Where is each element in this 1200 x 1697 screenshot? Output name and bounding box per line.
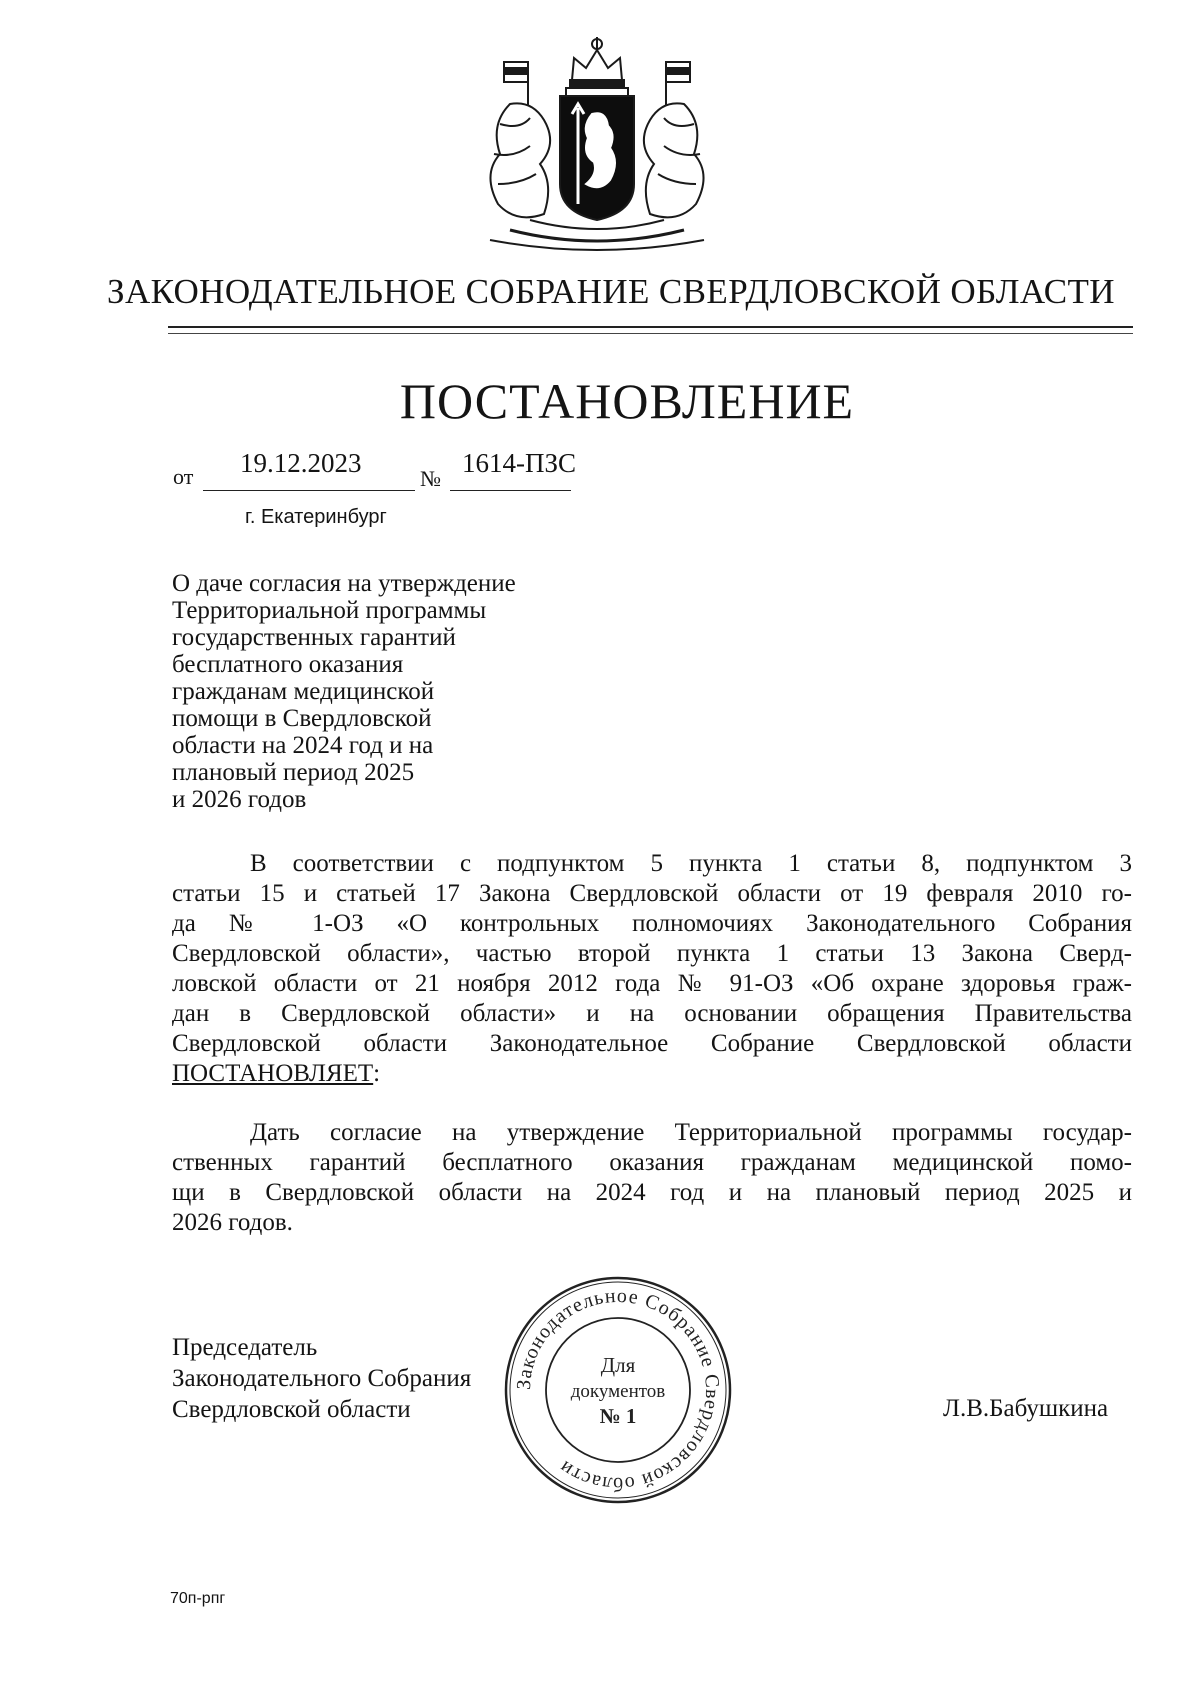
header-rule-thin	[168, 333, 1133, 334]
operative-paragraph	[172, 1118, 1132, 1238]
subject-line: области на 2024 год и на	[172, 732, 434, 759]
official-seal-icon	[503, 1275, 733, 1505]
subject-line: плановый период 2025	[172, 759, 415, 786]
document-date: 19.12.2023	[240, 448, 362, 478]
signer-position	[172, 1332, 471, 1425]
signer-position-line: Законодательного Собрания	[172, 1365, 472, 1392]
number-prefix-label: №	[420, 466, 441, 491]
document-subject	[172, 570, 516, 813]
paragraph-line: да № 1-ОЗ «О контрольных полномочиях Законодательного Собрания	[172, 910, 1132, 937]
signer-position-line: Свердловской области	[172, 1396, 411, 1423]
subject-line: и 2026 годов	[172, 786, 307, 813]
subject-line: О даче согласия на утверждение	[172, 570, 516, 597]
document-city: г. Екатеринбург	[245, 506, 387, 528]
number-underline	[450, 490, 571, 491]
signer-name: Л.В.Бабушкина	[943, 1395, 1109, 1422]
subject-line: государственных гарантий	[172, 624, 456, 651]
seal-center-line: № 1	[599, 1404, 637, 1428]
paragraph-line: 2026 годов.	[172, 1209, 293, 1236]
paragraph-line: Свердловской области», частью второй пункта 1 статьи 13 Закона Сверд-	[172, 940, 1132, 967]
seal-center-line: документов	[570, 1381, 666, 1402]
seal-center-line: Для	[600, 1353, 636, 1377]
subject-line: Территориальной программы	[172, 597, 487, 624]
paragraph-line: щи в Свердловской области на 2024 год и на плановый период 2025 и	[172, 1179, 1132, 1206]
subject-line: помощи в Свердловской	[172, 705, 432, 732]
coat-of-arms-icon	[470, 34, 724, 260]
subject-line: гражданам медицинской	[172, 678, 435, 705]
date-underline	[203, 490, 415, 491]
paragraph-line: В соответствии с подпунктом 5 пункта 1 статьи 8, подпунктом 3	[250, 850, 1132, 877]
paragraph-line: Свердловской области Законодательное Собрание Свердловской области	[172, 1030, 1132, 1057]
paragraph-line: ловской области от 21 ноября 2012 года № 91-ОЗ «Об охране здоровья граж-	[172, 970, 1132, 997]
decree-colon: :	[373, 1060, 381, 1087]
decree-word: ПОСТАНОВЛЯЕТ	[172, 1060, 374, 1087]
subject-line: бесплатного оказания	[172, 651, 404, 678]
document-type-title: ПОСТАНОВЛЕНИЕ	[399, 373, 855, 429]
signer-position-line: Председатель	[172, 1334, 318, 1361]
seal-ring-text: Законодательное Собрание Свердловской области	[512, 1284, 724, 1496]
organization-name: ЗАКОНОДАТЕЛЬНОЕ СОБРАНИЕ СВЕРДЛОВСКОЙ ОБЛАСТИ	[107, 272, 1115, 311]
paragraph-line: Дать согласие на утверждение Территориальной программы государ-	[250, 1119, 1132, 1146]
header-rule-thick	[168, 326, 1133, 328]
date-prefix-label: от	[173, 464, 194, 489]
document-number: 1614-ПЗС	[462, 448, 577, 478]
footer-code: 70п-рпг	[170, 1590, 226, 1607]
paragraph-line: ственных гарантий бесплатного оказания гражданам медицинской помо-	[172, 1149, 1132, 1176]
preamble-paragraph	[172, 849, 1132, 1089]
paragraph-line: статьи 15 и статьей 17 Закона Свердловской области от 19 февраля 2010 го-	[172, 880, 1132, 907]
decree-line	[172, 1059, 1132, 1089]
paragraph-line: дан в Свердловской области» и на основании обращения Правительства	[172, 1000, 1132, 1027]
